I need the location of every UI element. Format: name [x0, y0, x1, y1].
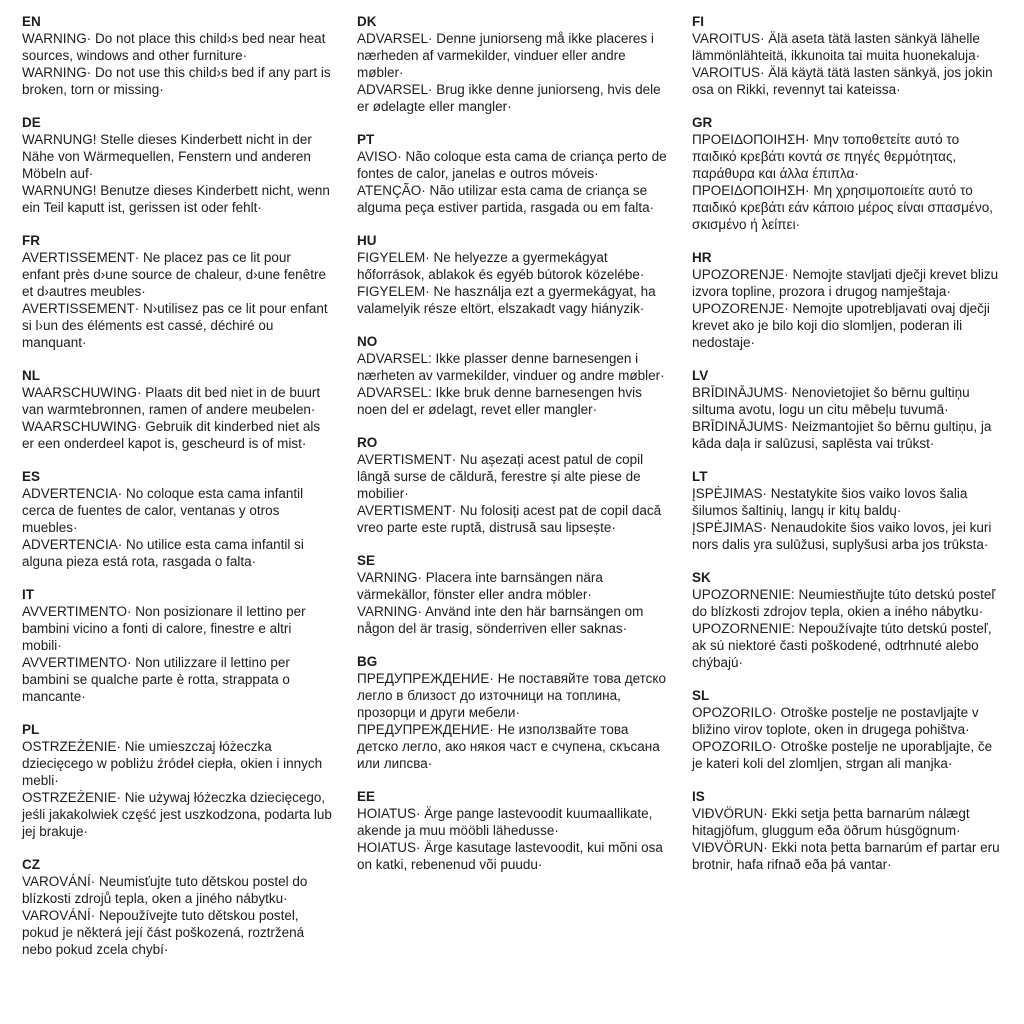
warning-text: WAARSCHUWING· Gebruik dit kinderbed niet als er een onderdeel kapot is, gescheurd is of mist·	[22, 419, 321, 451]
warning-text: OPOZORILO· Otroške postelje ne postavljajte v bližino virov toplote, oken in drugega pohištva·	[692, 705, 979, 737]
warning-text: ADVARSEL: Ikke plasser denne barnesengen i nærheten av varmekilder, vinduer og andre møbler·	[357, 351, 665, 383]
warning-text: ĮSPĖJIMAS· Nestatykite šios vaiko lovos šalia šilumos šaltinių, langų ir kitų baldų·	[692, 486, 968, 518]
warning-text: VAROITUS· Älä käytä tätä lasten sänkyä, jos jokin osa on Rikki, revennyt tai kateissa·	[692, 65, 993, 97]
lang-section-pl	[22, 721, 332, 840]
warning-text: UPOZORNENIE: Nepoužívajte túto detskú posteľ, ak sú niektoré časti poškodené, odtrhnuté alebo chýbajú·	[692, 621, 992, 670]
lang-section-no	[357, 333, 667, 418]
lang-section-it	[22, 586, 332, 705]
lang-code-cz: CZ	[22, 857, 40, 872]
lang-code-de: DE	[22, 115, 41, 130]
lang-code-hr: HR	[692, 250, 712, 265]
warning-text: ΠΡΟΕΙΔΟΠΟΙΗΣΗ· Μην τοποθετείτε αυτό το παιδικό κρεβάτι κοντά σε πηγές θερμότητας, παράθυρα και άλλα έπιπλα·	[692, 132, 960, 181]
lang-section-ro	[357, 434, 667, 536]
warning-text: AVERTISMENT· Nu așezați acest patul de copil lângă surse de căldură, ferestre și alte piese de mobilier·	[357, 452, 644, 501]
warning-text: UPOZORNENIE: Neumiestňujte túto detskú posteľ do blízkosti zdrojov tepla, okien a iného nábytku·	[692, 587, 996, 619]
warning-text: VAROVÁNÍ· Neumisťujte tuto dětskou postel do blízkosti zdrojů tepla, oken a jiného nábytku·	[22, 874, 308, 906]
warning-text: ATENÇÃO· Não utilizar esta cama de criança se alguma peça estiver partida, rasgada ou em falta·	[357, 183, 655, 215]
warning-text: ADVARSEL· Brug ikke denne juniorseng, hvis dele er ødelagte eller mangler·	[357, 82, 661, 114]
lang-section-dk	[357, 13, 667, 115]
lang-code-nl: NL	[22, 368, 40, 383]
lang-code-lt: LT	[692, 469, 708, 484]
lang-section-se	[357, 552, 667, 637]
warning-text: AVERTISSEMENT· N›utilisez pas ce lit pour enfant si l›un des éléments est cassé, déchiré ou manquant·	[22, 301, 328, 350]
warning-text: WARNUNG! Stelle dieses Kinderbett nicht in der Nähe von Wärmequellen, Fenstern und anderen Möbeln auf·	[22, 132, 312, 181]
warning-text: FIGYELEM· Ne használja ezt a gyermekágyat, ha valamelyik része eltört, elszakadt vagy hiányzik·	[357, 284, 656, 316]
warning-text: ADVERTENCIA· No coloque esta cama infantil cerca de fuentes de calor, ventanas y otros muebles·	[22, 486, 304, 535]
warning-text: VIÐVÖRUN· Ekki nota þetta barnarúm ef partar eru brotnir, hafa rifnað eða þá vantar·	[692, 840, 1000, 872]
lang-code-lv: LV	[692, 368, 709, 383]
warning-text: AVISO· Não coloque esta cama de criança perto de fontes de calor, janelas e outros móveis·	[357, 149, 667, 181]
warning-text: AVVERTIMENTO· Non posizionare il lettino per bambini vicino a fonti di calore, finestre e altri mobili·	[22, 604, 306, 653]
warning-text: UPOZORENJE· Nemojte stavljati dječji krevet blizu izvora topline, prozora i drugog namještaja·	[692, 267, 999, 299]
lang-code-se: SE	[357, 553, 376, 568]
warning-text: VAROVÁNÍ· Nepoužívejte tuto dětskou postel, pokud je některá její část poškozená, roztržená nebo pokud zcela chybí·	[22, 908, 305, 957]
warning-text: OPOZORILO· Otroške postelje ne uporabljajte, če je kateri koli del zlomljen, strgan ali manjka·	[692, 739, 993, 771]
warning-text: BRĪDINĀJUMS· Neizmantojiet šo bērnu gultiņu, ja kāda daļa ir salūzusi, saplēsta vai trūkst·	[692, 419, 992, 451]
warning-text: AVERTISMENT· Nu folosiți acest pat de copil dacă vreo parte este ruptă, distrusă sau lipsește·	[357, 503, 662, 535]
warning-text: ПРЕДУПРЕЖДЕНИЕ· Не поставяйте това детско легло в близост до източници на топлина, прозорци и други мебели·	[357, 671, 666, 720]
lang-code-fr: FR	[22, 233, 40, 248]
warning-text: WARNUNG! Benutze dieses Kinderbett nicht, wenn ein Teil kaputt ist, gerissen ist oder fehlt·	[22, 183, 330, 215]
warning-text: UPOZORENJE· Nemojte upotrebljavati ovaj dječji krevet ako je bilo koji dio slomljen, poderan ili nedostaje·	[692, 301, 990, 350]
lang-code-ee: EE	[357, 789, 376, 804]
lang-section-de	[22, 114, 332, 216]
lang-section-is	[692, 788, 1002, 873]
lang-section-en	[22, 13, 332, 98]
warning-text: HOIATUS· Ärge kasutage lastevoodit, kui mõni osa on katki, rebenenud või puudu·	[357, 840, 663, 872]
warning-text: ĮSPĖJIMAS· Nenaudokite šios vaiko lovos, jei kuri nors dalis yra sulūžusi, suplyšusi arba jos trūksta·	[692, 520, 992, 552]
lang-code-fi: FI	[692, 14, 704, 29]
warning-text: VIÐVÖRUN· Ekki setja þetta barnarúm nálægt hitagjöfum, gluggum eða öðrum húsgögnum·	[692, 806, 970, 838]
lang-code-no: NO	[357, 334, 378, 349]
lang-section-lt	[692, 468, 1002, 553]
lang-section-fi	[692, 13, 1002, 98]
warning-text: AVERTISSEMENT· Ne placez pas ce lit pour enfant près d›une source de chaleur, d›une fenêtre et d›autres meubles·	[22, 250, 326, 299]
warning-text: ПРЕДУПРЕЖДЕНИЕ· Не използвайте това детско легло, ако някоя част е счупена, скъсана или липсва·	[357, 722, 660, 771]
lang-section-sk	[692, 569, 1002, 671]
warning-text: VAROITUS· Älä aseta tätä lasten sänkyä lähelle lämmönlähteitä, ikkunoita tai muita huonekaluja·	[692, 31, 981, 63]
lang-section-hr	[692, 249, 1002, 351]
lang-code-pl: PL	[22, 722, 40, 737]
lang-code-sl: SL	[692, 688, 710, 703]
warning-text: VARNING· Placera inte barnsängen nära värmekällor, fönster eller andra möbler·	[357, 570, 603, 602]
lang-code-hu: HU	[357, 233, 377, 248]
warning-text: OSTRZEŻENIE· Nie umieszczaj łóżeczka dziecięcego w pobliżu źródeł ciepła, okien i innych mebli·	[22, 739, 323, 788]
warning-text: ADVARSEL· Denne juniorseng må ikke placeres i nærheden af varmekilder, vinduer eller andre møbler·	[357, 31, 654, 80]
column-1	[22, 13, 332, 974]
warning-text: OSTRZEŻENIE· Nie używaj łóżeczka dziecięcego, jeśli jakakolwiek część jest uszkodzona, podarta lub jej brakuje·	[22, 790, 332, 839]
warning-text: HOIATUS· Ärge pange lastevoodit kuumaallikate, akende ja muu mööbli lähedusse·	[357, 806, 653, 838]
lang-section-hu	[357, 232, 667, 317]
lang-section-cz	[22, 856, 332, 958]
lang-section-bg	[357, 653, 667, 772]
lang-code-ro: RO	[357, 435, 378, 450]
lang-section-gr	[692, 114, 1002, 233]
warning-text: WAARSCHUWING· Plaats dit bed niet in de buurt van warmtebronnen, ramen of andere meubelen·	[22, 385, 321, 417]
lang-code-gr: GR	[692, 115, 713, 130]
warning-text: AVVERTIMENTO· Non utilizzare il lettino per bambini se qualche parte è rotta, strappata o mancante·	[22, 655, 290, 704]
warning-text: VARNING· Använd inte den här barnsängen om någon del är trasig, sönderriven eller saknas·	[357, 604, 644, 636]
warning-text: FIGYELEM· Ne helyezze a gyermekágyat hőforrások, ablakok és egyéb bútorok közelébe·	[357, 250, 645, 282]
lang-section-pt	[357, 131, 667, 216]
warning-text: WARNING· Do not place this child›s bed near heat sources, windows and other furniture·	[22, 31, 326, 63]
lang-code-it: IT	[22, 587, 34, 602]
warning-text: ADVARSEL: Ikke bruk denne barnesengen hvis noen del er ødelagt, revet eller mangler·	[357, 385, 642, 417]
lang-code-dk: DK	[357, 14, 377, 29]
lang-code-bg: BG	[357, 654, 378, 669]
lang-section-fr	[22, 232, 332, 351]
lang-section-lv	[692, 367, 1002, 452]
lang-section-es	[22, 468, 332, 570]
column-2	[357, 13, 667, 889]
lang-section-nl	[22, 367, 332, 452]
warning-text: ADVERTENCIA· No utilice esta cama infantil si alguna pieza está rota, rasgada o falta·	[22, 537, 304, 569]
lang-code-en: EN	[22, 14, 41, 29]
column-3	[692, 13, 1002, 889]
warning-text: BRĪDINĀJUMS· Nenovietojiet šo bērnu gultiņu siltuma avotu, logu un citu mēbeļu tuvumā·	[692, 385, 970, 417]
warning-text: WARNING· Do not use this child›s bed if any part is broken, torn or missing·	[22, 65, 331, 97]
lang-code-is: IS	[692, 789, 705, 804]
lang-code-sk: SK	[692, 570, 711, 585]
lang-code-es: ES	[22, 469, 41, 484]
warning-text: ΠΡΟΕΙΔΟΠΟΙΗΣΗ· Μη χρησιμοποιείτε αυτό το παιδικό κρεβάτι εάν κάποιο μέρος είναι σπασμένο, σκισμένο ή λείπει·	[692, 183, 993, 232]
lang-section-ee	[357, 788, 667, 873]
lang-code-pt: PT	[357, 132, 375, 147]
lang-section-sl	[692, 687, 1002, 772]
